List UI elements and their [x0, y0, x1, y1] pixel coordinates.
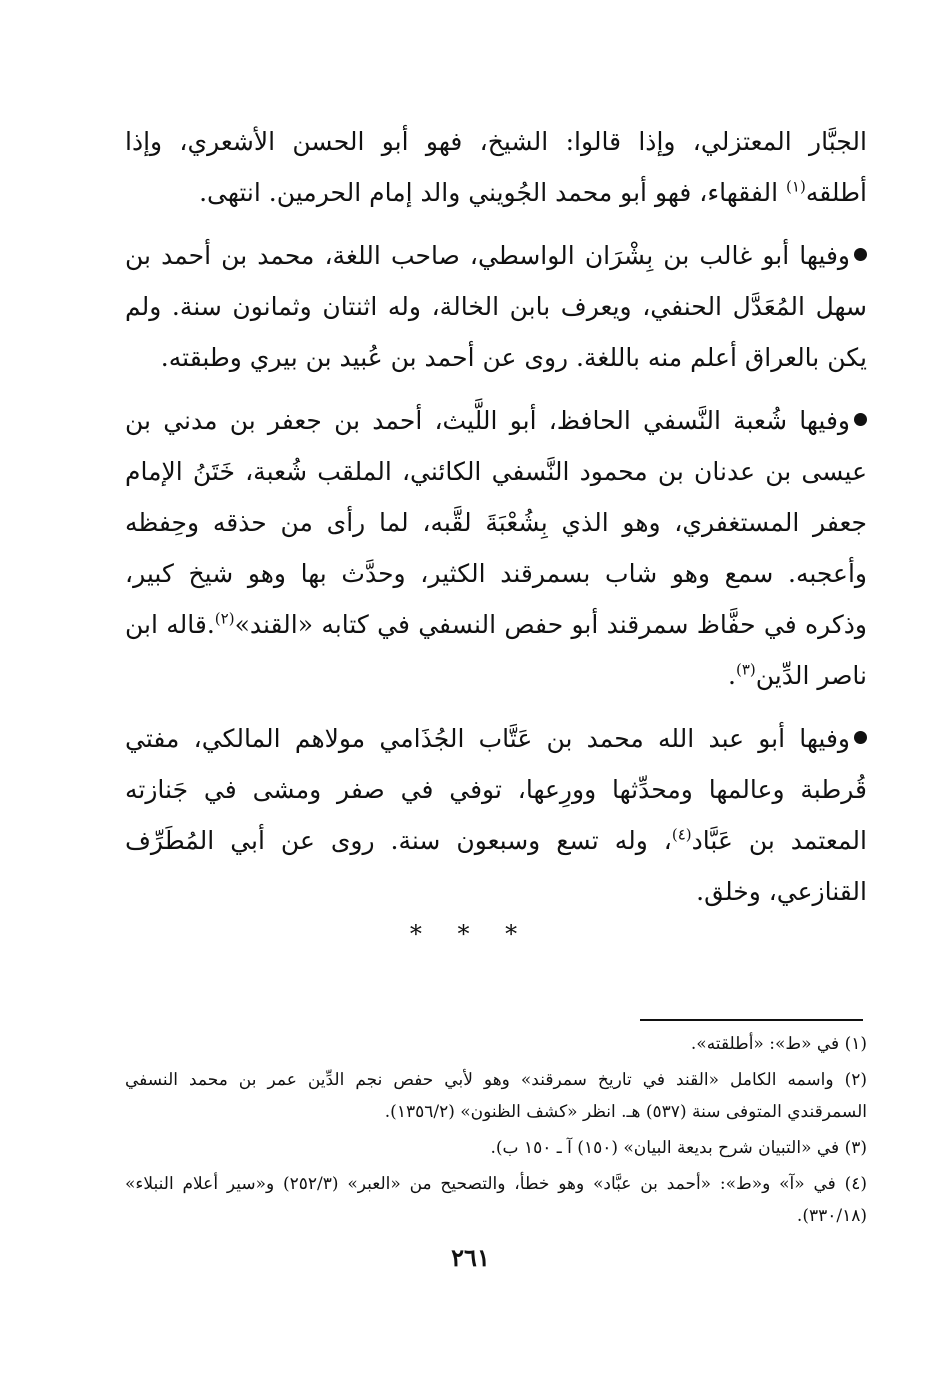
bullet-icon	[854, 731, 867, 744]
paragraph-2	[125, 230, 867, 383]
paragraph-4	[125, 713, 867, 917]
footnote-1: (١) في «ط»: «أطلقته».	[690, 1034, 867, 1054]
bullet-icon	[854, 413, 867, 426]
paragraph-2-text: وفيها أبو غالب بن بِشْرَان الواسطي، صاحب اللغة، محمد بن أحمد بن سهل المُعَدَّل الحنفي، ويعرف بابن الخالة، وله اثنتان وثمانون سنة. ولم يكن بالعراق أعلم منه باللغة. روى عن أحمد بن عُبيد بن بيري وطبقته.	[125, 241, 867, 372]
paragraph-1	[125, 116, 867, 218]
footnote-ref-3: (٣)	[736, 660, 756, 679]
section-separator: * * *	[409, 920, 532, 948]
footnote-4: (٤) في «آ» و«ط»: «أحمد بن عبَّاد» وهو خطأ، والتصحيح من «العبر» (٢٥٢/٣) و«سير أعلام النبلاء» (٣٣٠/١٨).	[125, 1174, 867, 1226]
paragraph-4-text-b: ، وله تسع وسبعون سنة. روى عن أبي المُطَرِّف القنازعي، وخلق.	[125, 826, 867, 906]
paragraph-1-text-a: الجبَّار المعتزلي، وإذا قالوا: الشيخ، فهو أبو الحسن الأشعري، وإذا أطلقه	[125, 127, 867, 207]
paragraph-4-text-a: وفيها أبو عبد الله محمد بن عَتَّاب الجُذَامي مولاهم المالكي، مفتي قُرطبة وعالمها ومحدِّثها وورِعها، توفي في صفر ومشى في جَنازته المعتمد بن عَبَّاد	[125, 724, 867, 855]
footnote-2: (٢) واسمه الكامل «القند في تاريخ سمرقند» وهو لأبي حفص نجم الدِّين عمر بن محمد النسفي السمرقندي المتوفى سنة (٥٣٧) هـ. انظر «كشف الظنون» (١٣٥٦/٢).	[125, 1070, 867, 1122]
paragraph-3	[125, 395, 867, 701]
paragraph-3-text-a: وفيها شُعبة النَّسفي الحافظ، أبو اللَّيث، أحمد بن جعفر بن مدني بن عيسى بن عدنان بن محمود النَّسفي الكائني، الملقب شُعبة، خَتَنُ الإمام جعفر المستغفري، وهو الذي بِشُعْبَةَ لقَّبه، لما رأى من حذقه وحِفظه وأعجبه. سمع وهو شاب بسمرقند الكثير، وحدَّث بها وهو شيخ كبير، وذكره في حفَّاظ سمرقند أبو حفص النسفي في كتابه «القند»	[125, 406, 868, 639]
paragraph-1-text-b: الفقهاء، فهو أبو محمد الجُويني والد إمام الحرمين. انتهى.	[199, 178, 787, 207]
footnote-ref-4: (٤)	[671, 825, 692, 844]
footnote-ref-2: (٢)	[214, 609, 235, 628]
paragraph-3-text-b: .قاله ابن ناصر الدِّين	[125, 610, 867, 690]
footnote-3: (٣) في «التبيان شرح بديعة البيان» (١٥٠) آ ـ ١٥٠ ب).	[490, 1138, 867, 1158]
paragraph-3-text-c: .	[728, 661, 736, 690]
main-text	[125, 116, 867, 929]
bullet-icon	[854, 248, 867, 261]
footnotes	[125, 1028, 867, 1236]
footnote-ref-1: (١)	[786, 177, 806, 196]
footnote-divider	[640, 1019, 863, 1021]
page-number: ٢٦١	[451, 1243, 490, 1272]
